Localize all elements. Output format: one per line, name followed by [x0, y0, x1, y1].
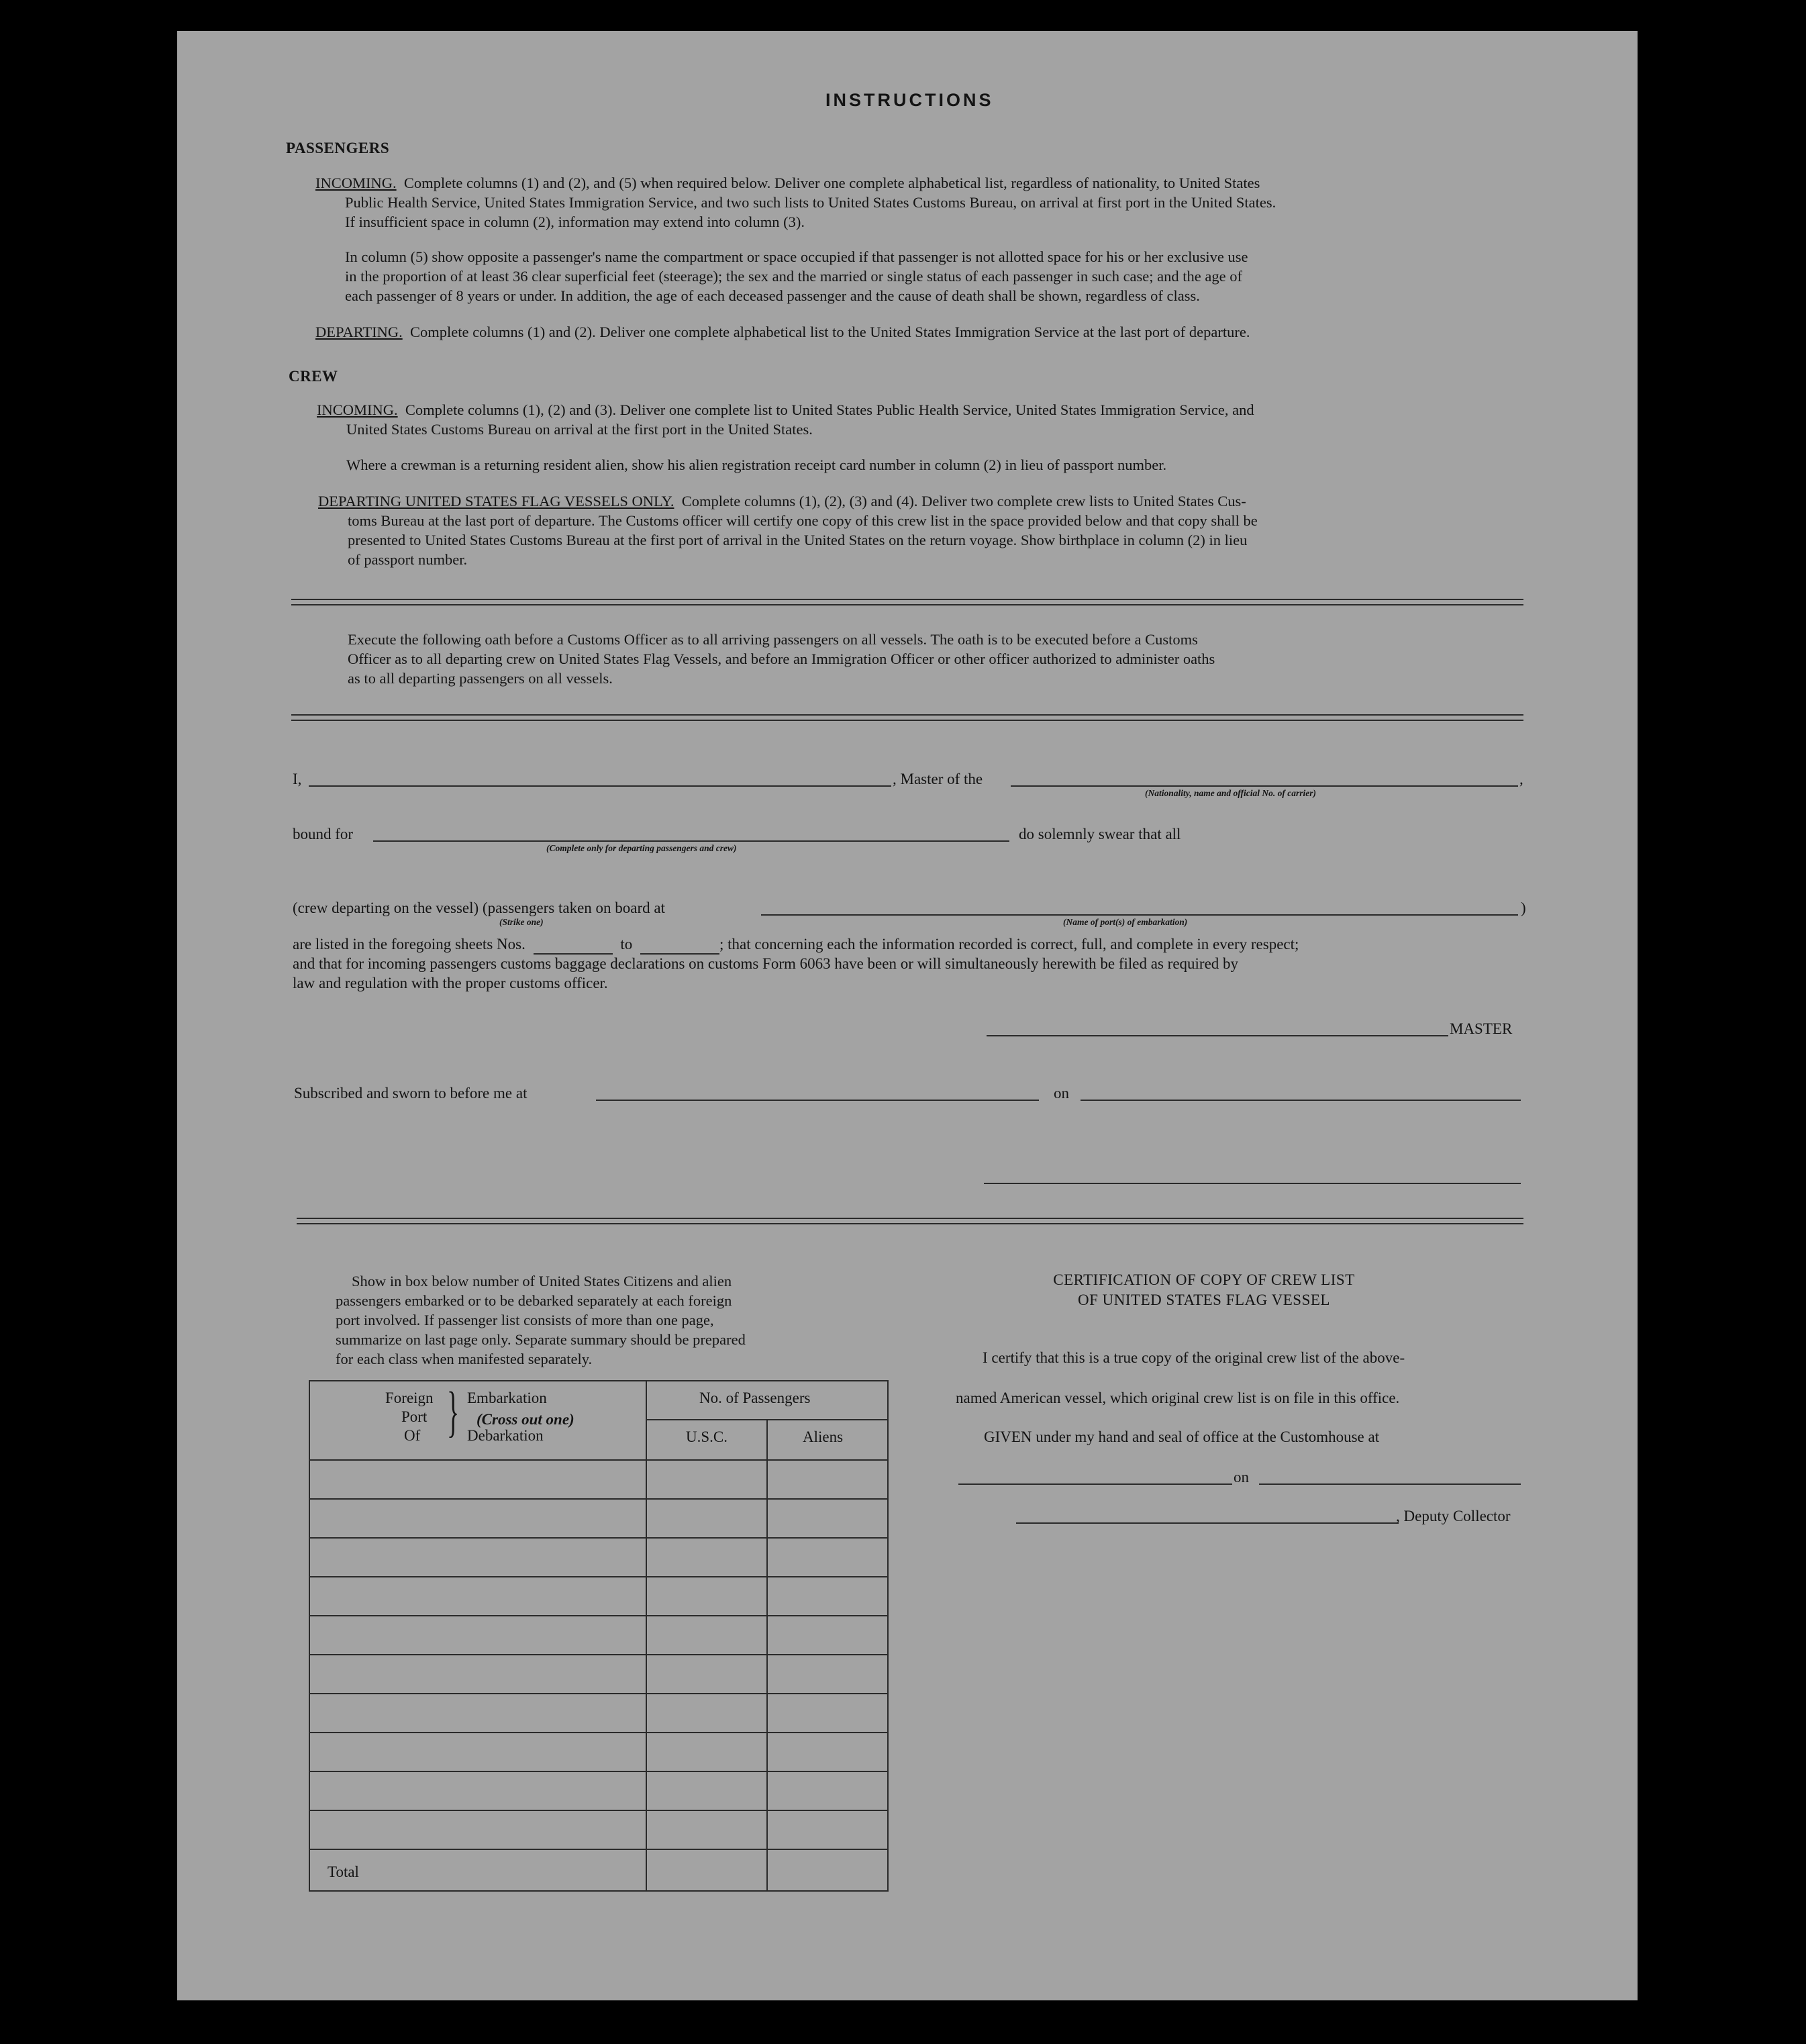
bound-for-label: bound for: [293, 826, 354, 842]
passengers-incoming-paragraph: [315, 173, 1525, 232]
master-label: MASTER: [1450, 1020, 1513, 1037]
crew-departing-line: of passport number.: [348, 551, 468, 568]
summary-line: for each class when manifested separately.: [336, 1351, 593, 1367]
officer-signature-field[interactable]: [984, 1183, 1521, 1184]
crew-heading: CREW: [289, 368, 338, 385]
master-of-the-label: , Master of the: [893, 771, 983, 787]
total-label: Total: [328, 1863, 359, 1880]
swear-text: do solemnly swear that all: [1019, 826, 1181, 842]
crew-incoming-paragraph: [317, 400, 1532, 439]
col-passengers: No. of Passengers: [699, 1390, 811, 1406]
table-row[interactable]: [310, 1732, 887, 1733]
passengers-heading: PASSENGERS: [286, 140, 390, 156]
certification-line: named American vessel, which original crew list is on file in this office.: [956, 1390, 1400, 1406]
col-debarkation: Debarkation: [467, 1427, 544, 1444]
brace-icon: }: [447, 1381, 460, 1443]
certification-on-label: on: [1234, 1469, 1249, 1486]
crew-departing-line: presented to United States Customs Bureau at the first port of arrival in the United States on the return voyage. Show birthplace in column (2) in lieu: [348, 532, 1248, 548]
passengers-incoming-line: If insufficient space in column (2), information may extend into column (3).: [345, 213, 805, 230]
ports-caption: (Name of port(s) of embarkation): [1063, 917, 1188, 927]
master-name-field[interactable]: [309, 785, 891, 787]
oath-line: and that for incoming passengers customs baggage declarations on customs Form 6063 have been or will simultaneously herewith be filed as required by: [293, 955, 1239, 972]
carrier-caption: (Nationality, name and official No. of carrier): [1145, 788, 1316, 798]
sworn-date-field[interactable]: [1081, 1100, 1521, 1101]
double-rule: [291, 599, 1523, 605]
deputy-signature-field[interactable]: [1016, 1522, 1399, 1524]
certification-line: GIVEN under my hand and seal of office at the Customhouse at: [984, 1428, 1380, 1445]
passengers-column5-line: In column (5) show opposite a passenger's name the compartment or space occupied if that passenger is not allotted space for his or her exclusive use: [345, 248, 1248, 265]
summary-line: port involved. If passenger list consists of more than one page,: [336, 1312, 714, 1328]
oath-note-paragraph: [348, 630, 1519, 688]
col-usc: U.S.C.: [686, 1428, 728, 1445]
port-of-embarkation-field[interactable]: [761, 914, 1518, 916]
table-row[interactable]: [310, 1576, 887, 1577]
close-paren: ): [1521, 899, 1526, 916]
crew-incoming-label: INCOMING.: [317, 401, 398, 418]
crew-passengers-text: (crew departing on the vessel) (passengers taken on board at: [293, 899, 665, 916]
table-header-rule: [310, 1459, 887, 1461]
passenger-summary-table: [309, 1380, 889, 1892]
col-cross-out: (Cross out one): [476, 1411, 574, 1428]
table-column-divider: [646, 1381, 647, 1890]
table-row[interactable]: [310, 1537, 887, 1539]
double-rule: [297, 1218, 1523, 1224]
certification-title: [1036, 1270, 1372, 1310]
carrier-field[interactable]: [1011, 785, 1518, 787]
crew-departing-line: Complete columns (1), (2), (3) and (4). Deliver two complete crew lists to United States Cus-: [681, 493, 1246, 509]
summary-line: passengers embarked or to be debarked separately at each foreign: [336, 1292, 732, 1309]
passengers-departing-text: Complete columns (1) and (2). Deliver one complete alphabetical list to the United States Immigration Service at the last port of departure.: [409, 324, 1250, 340]
passengers-departing-label: DEPARTING.: [315, 324, 403, 340]
master-signature-field[interactable]: [987, 1035, 1448, 1036]
certification-title-line: CERTIFICATION OF COPY OF CREW LIST: [1053, 1271, 1355, 1288]
sheet-to-field[interactable]: [640, 936, 719, 955]
document-page: [177, 31, 1638, 2000]
table-row[interactable]: [310, 1810, 887, 1811]
crew-departing-paragraph: [318, 491, 1533, 569]
sworn-place-field[interactable]: [596, 1100, 1039, 1101]
passengers-incoming-line: Complete columns (1) and (2), and (5) when required below. Deliver one complete alphabetical list, regardless of nationality, to United States: [403, 175, 1260, 191]
table-row[interactable]: [310, 1771, 887, 1772]
customhouse-field[interactable]: [958, 1483, 1232, 1485]
crew-incoming-line: United States Customs Bureau on arrival at the first port in the United States.: [346, 421, 813, 438]
crew-departing-line: toms Bureau at the last port of departure. The Customs officer will certify one copy of this crew list in the space provided below and that copy shall be: [348, 512, 1258, 529]
certification-title-line: OF UNITED STATES FLAG VESSEL: [1078, 1292, 1330, 1308]
passengers-column5-line: in the proportion of at least 36 clear superficial feet (steerage); the sex and the married or single status of each passenger in such case; and the age of: [345, 268, 1242, 285]
bound-for-caption: (Complete only for departing passengers and crew): [546, 843, 737, 853]
listed-to: to: [620, 936, 633, 953]
oath-line: law and regulation with the proper customs officer.: [293, 975, 608, 991]
summary-instructions: [336, 1271, 832, 1369]
table-row[interactable]: [310, 1615, 887, 1616]
listed-text: [293, 936, 1299, 955]
passengers-incoming-line: Public Health Service, United States Immigration Service, and two such lists to United States Customs Bureau, on arrival at first port in the United States.: [345, 194, 1276, 211]
oath-note-line: Execute the following oath before a Customs Officer as to all arriving passengers on all vessels. The oath is to be executed before a Customs: [348, 631, 1198, 648]
table-row[interactable]: [310, 1498, 887, 1500]
listed-text-b: ; that concerning each the information recorded is correct, full, and complete in every respect;: [719, 936, 1299, 953]
crew-incoming-line: Complete columns (1), (2) and (3). Deliver one complete list to United States Public Health Service, United States Immigration Service, and: [405, 401, 1254, 418]
instructions-title: INSTRUCTIONS: [825, 90, 994, 110]
summary-line: Show in box below number of United States Citizens and alien: [352, 1273, 732, 1289]
listed-text-a: are listed in the foregoing sheets Nos.: [293, 936, 525, 953]
certification-date-field[interactable]: [1259, 1483, 1521, 1485]
passengers-departing-paragraph: [315, 322, 1537, 342]
table-header-rule: [646, 1419, 887, 1420]
passengers-column5-paragraph: [345, 247, 1533, 305]
passengers-incoming-label: INCOMING.: [315, 175, 397, 191]
oath-note-line: Officer as to all departing crew on United States Flag Vessels, and before an Immigration Officer or other officer authorized to administer oaths: [348, 650, 1215, 667]
trailing-comma: ,: [1519, 771, 1523, 787]
subscribed-text: Subscribed and sworn to before me at: [294, 1085, 528, 1102]
col-embarkation: Embarkation: [467, 1390, 547, 1406]
table-row[interactable]: [310, 1693, 887, 1694]
certification-line: I certify that this is a true copy of the original crew list of the above-: [983, 1349, 1405, 1366]
crew-departing-label: DEPARTING UNITED STATES FLAG VESSELS ONLY.: [318, 493, 674, 509]
bound-for-field[interactable]: [373, 840, 1009, 842]
col-foreign: Foreign: [385, 1390, 434, 1406]
deputy-collector-label: , Deputy Collector: [1396, 1508, 1511, 1524]
col-port: Port: [401, 1408, 428, 1425]
sheet-from-field[interactable]: [534, 936, 613, 955]
strike-one-caption: (Strike one): [499, 917, 544, 927]
table-row[interactable]: [310, 1654, 887, 1655]
double-rule: [291, 714, 1523, 721]
summary-line: summarize on last page only. Separate summary should be prepared: [336, 1331, 746, 1348]
col-of: Of: [404, 1427, 421, 1444]
on-label: on: [1054, 1085, 1069, 1102]
oath-i-label: I,: [293, 771, 302, 787]
oath-note-line: as to all departing passengers on all vessels.: [348, 670, 613, 687]
col-aliens: Aliens: [803, 1428, 844, 1445]
table-row[interactable]: [310, 1849, 887, 1850]
crew-resident-line: Where a crewman is a returning resident alien, show his alien registration receipt card number in column (2) in lieu of passport number.: [346, 456, 1167, 473]
passengers-column5-line: each passenger of 8 years or under. In addition, the age of each deceased passenger and the cause of death shall be shown, regardless of class.: [345, 287, 1200, 304]
